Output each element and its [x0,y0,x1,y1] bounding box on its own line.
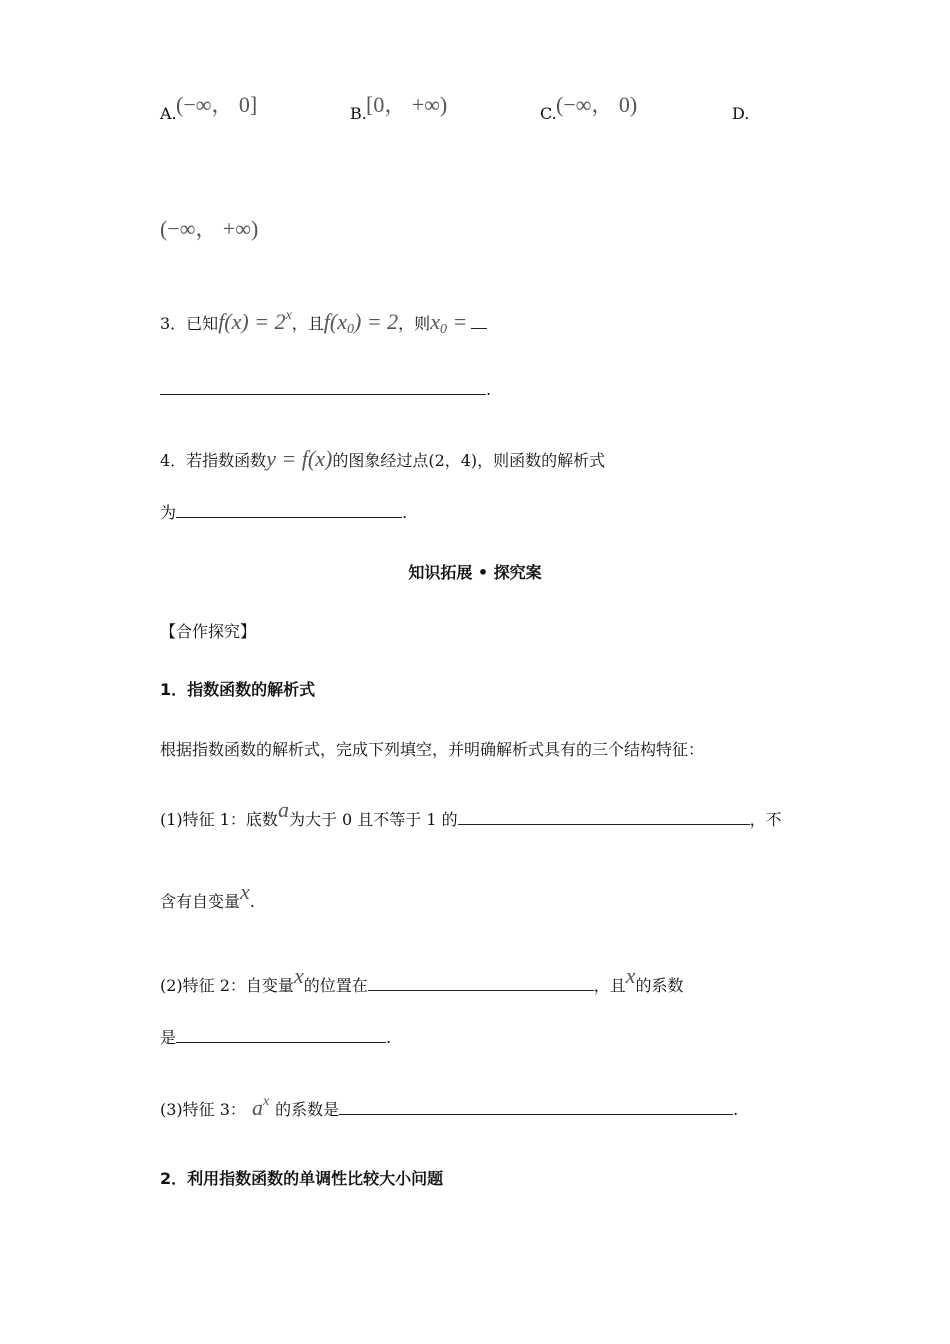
cooperation-heading: 【合作探究】 [160,622,257,641]
feature-1-line-2 [160,879,255,912]
feature-2-line2-text: 是 [160,1028,177,1047]
feature-1-variable-a: a [277,797,289,822]
q3-condition-part-a: f(x [323,309,347,334]
feature-2-blank-2[interactable] [176,1028,386,1043]
feature-2-end: . [386,1028,392,1047]
option-a [160,104,177,124]
q4-function-expr: y = f(x) [266,446,333,471]
q3-function-expr [218,309,292,334]
q3-x0-base: x [430,309,440,334]
q3-answer-blank-start[interactable] [471,314,487,329]
option-c-label: C. [540,104,557,123]
feature-1-line-1 [160,797,782,830]
q3-end: . [486,380,492,399]
feature-1-variable-x: x [240,879,250,904]
feature-1-prefix: (1)特征 1：底数 [160,810,278,829]
feature-3-base: a [251,1095,263,1120]
item-2-heading: 2．利用指数函数的单调性比较大小问题 [160,1169,444,1188]
section-title: 知识拓展 • 探究案 [408,563,542,582]
feature-1-middle: 为大于 0 且不等于 1 的 [288,810,458,829]
q3-answer-blank[interactable] [160,380,486,395]
feature-3-prefix: (3)特征 3： [160,1100,246,1119]
feature-2-line-2 [160,1028,391,1048]
q3-then-text: ，则 [398,314,431,333]
q3-x0-subscript: 0 [439,322,447,337]
q3-condition-subscript: 0 [347,322,354,337]
option-a-label: A. [160,104,177,123]
item-1-heading: 1．指数函数的解析式 [160,680,316,699]
option-c-math: (−∞， 0) [556,92,638,117]
option-b-math: [0， +∞) [366,92,448,117]
q3-function-base: f(x) = 2 [218,309,286,334]
q4-rest-text: 的图象经过点(2，4)，则函数的解析式 [332,451,606,470]
option-c [540,104,557,124]
q3-condition-part-b: ) = 2 [354,309,399,334]
option-d-label: D. [732,104,750,123]
q4-answer-blank[interactable] [176,503,402,518]
feature-2-suffix: 的系数 [635,976,684,995]
q3-x0-expr [430,309,468,337]
feature-3-line [160,1094,739,1122]
feature-3-end: . [733,1100,739,1119]
q4-end: . [402,503,408,522]
feature-1-suffix: ，不 [749,810,782,829]
q3-mid-text: ，且 [291,314,324,333]
feature-2-and: ，且 [593,976,626,995]
feature-3-blank[interactable] [339,1100,733,1115]
option-a-math: (−∞， 0] [176,92,258,117]
question-4 [160,446,606,471]
feature-1-end: . [249,892,255,911]
q3-answer-line [160,380,491,400]
option-b-label: B. [350,104,367,123]
feature-3-middle: 的系数是 [275,1100,340,1119]
feature-2-variable-x2: x [625,963,636,988]
feature-2-variable-x: x [293,963,304,988]
item-1-intro: 根据指数函数的解析式，完成下列填空，并明确解析式具有的三个结构特征： [160,740,705,759]
q4-answer-line [160,503,407,523]
feature-1-blank[interactable] [458,810,750,825]
question-3-number: 3．已知 [160,314,219,333]
q3-x0-equals: = [446,309,468,334]
feature-2-prefix: (2)特征 2：自变量 [160,976,294,995]
q3-condition-expr [323,309,399,337]
feature-3-exponent: x [262,1094,270,1109]
question-4-number: 4．若指数函数 [160,451,267,470]
feature-3-expr [252,1095,269,1120]
q4-line2-prefix: 为 [160,503,177,522]
option-d [732,104,749,124]
feature-2-line-1 [160,963,684,996]
feature-2-blank[interactable] [368,976,594,991]
feature-2-middle: 的位置在 [303,976,368,995]
option-b [350,104,367,124]
option-d-math: (−∞， +∞) [160,216,259,241]
feature-1-line2-text: 含有自变量 [160,892,241,911]
question-3 [160,308,487,337]
q3-function-exponent: x [285,308,292,323]
